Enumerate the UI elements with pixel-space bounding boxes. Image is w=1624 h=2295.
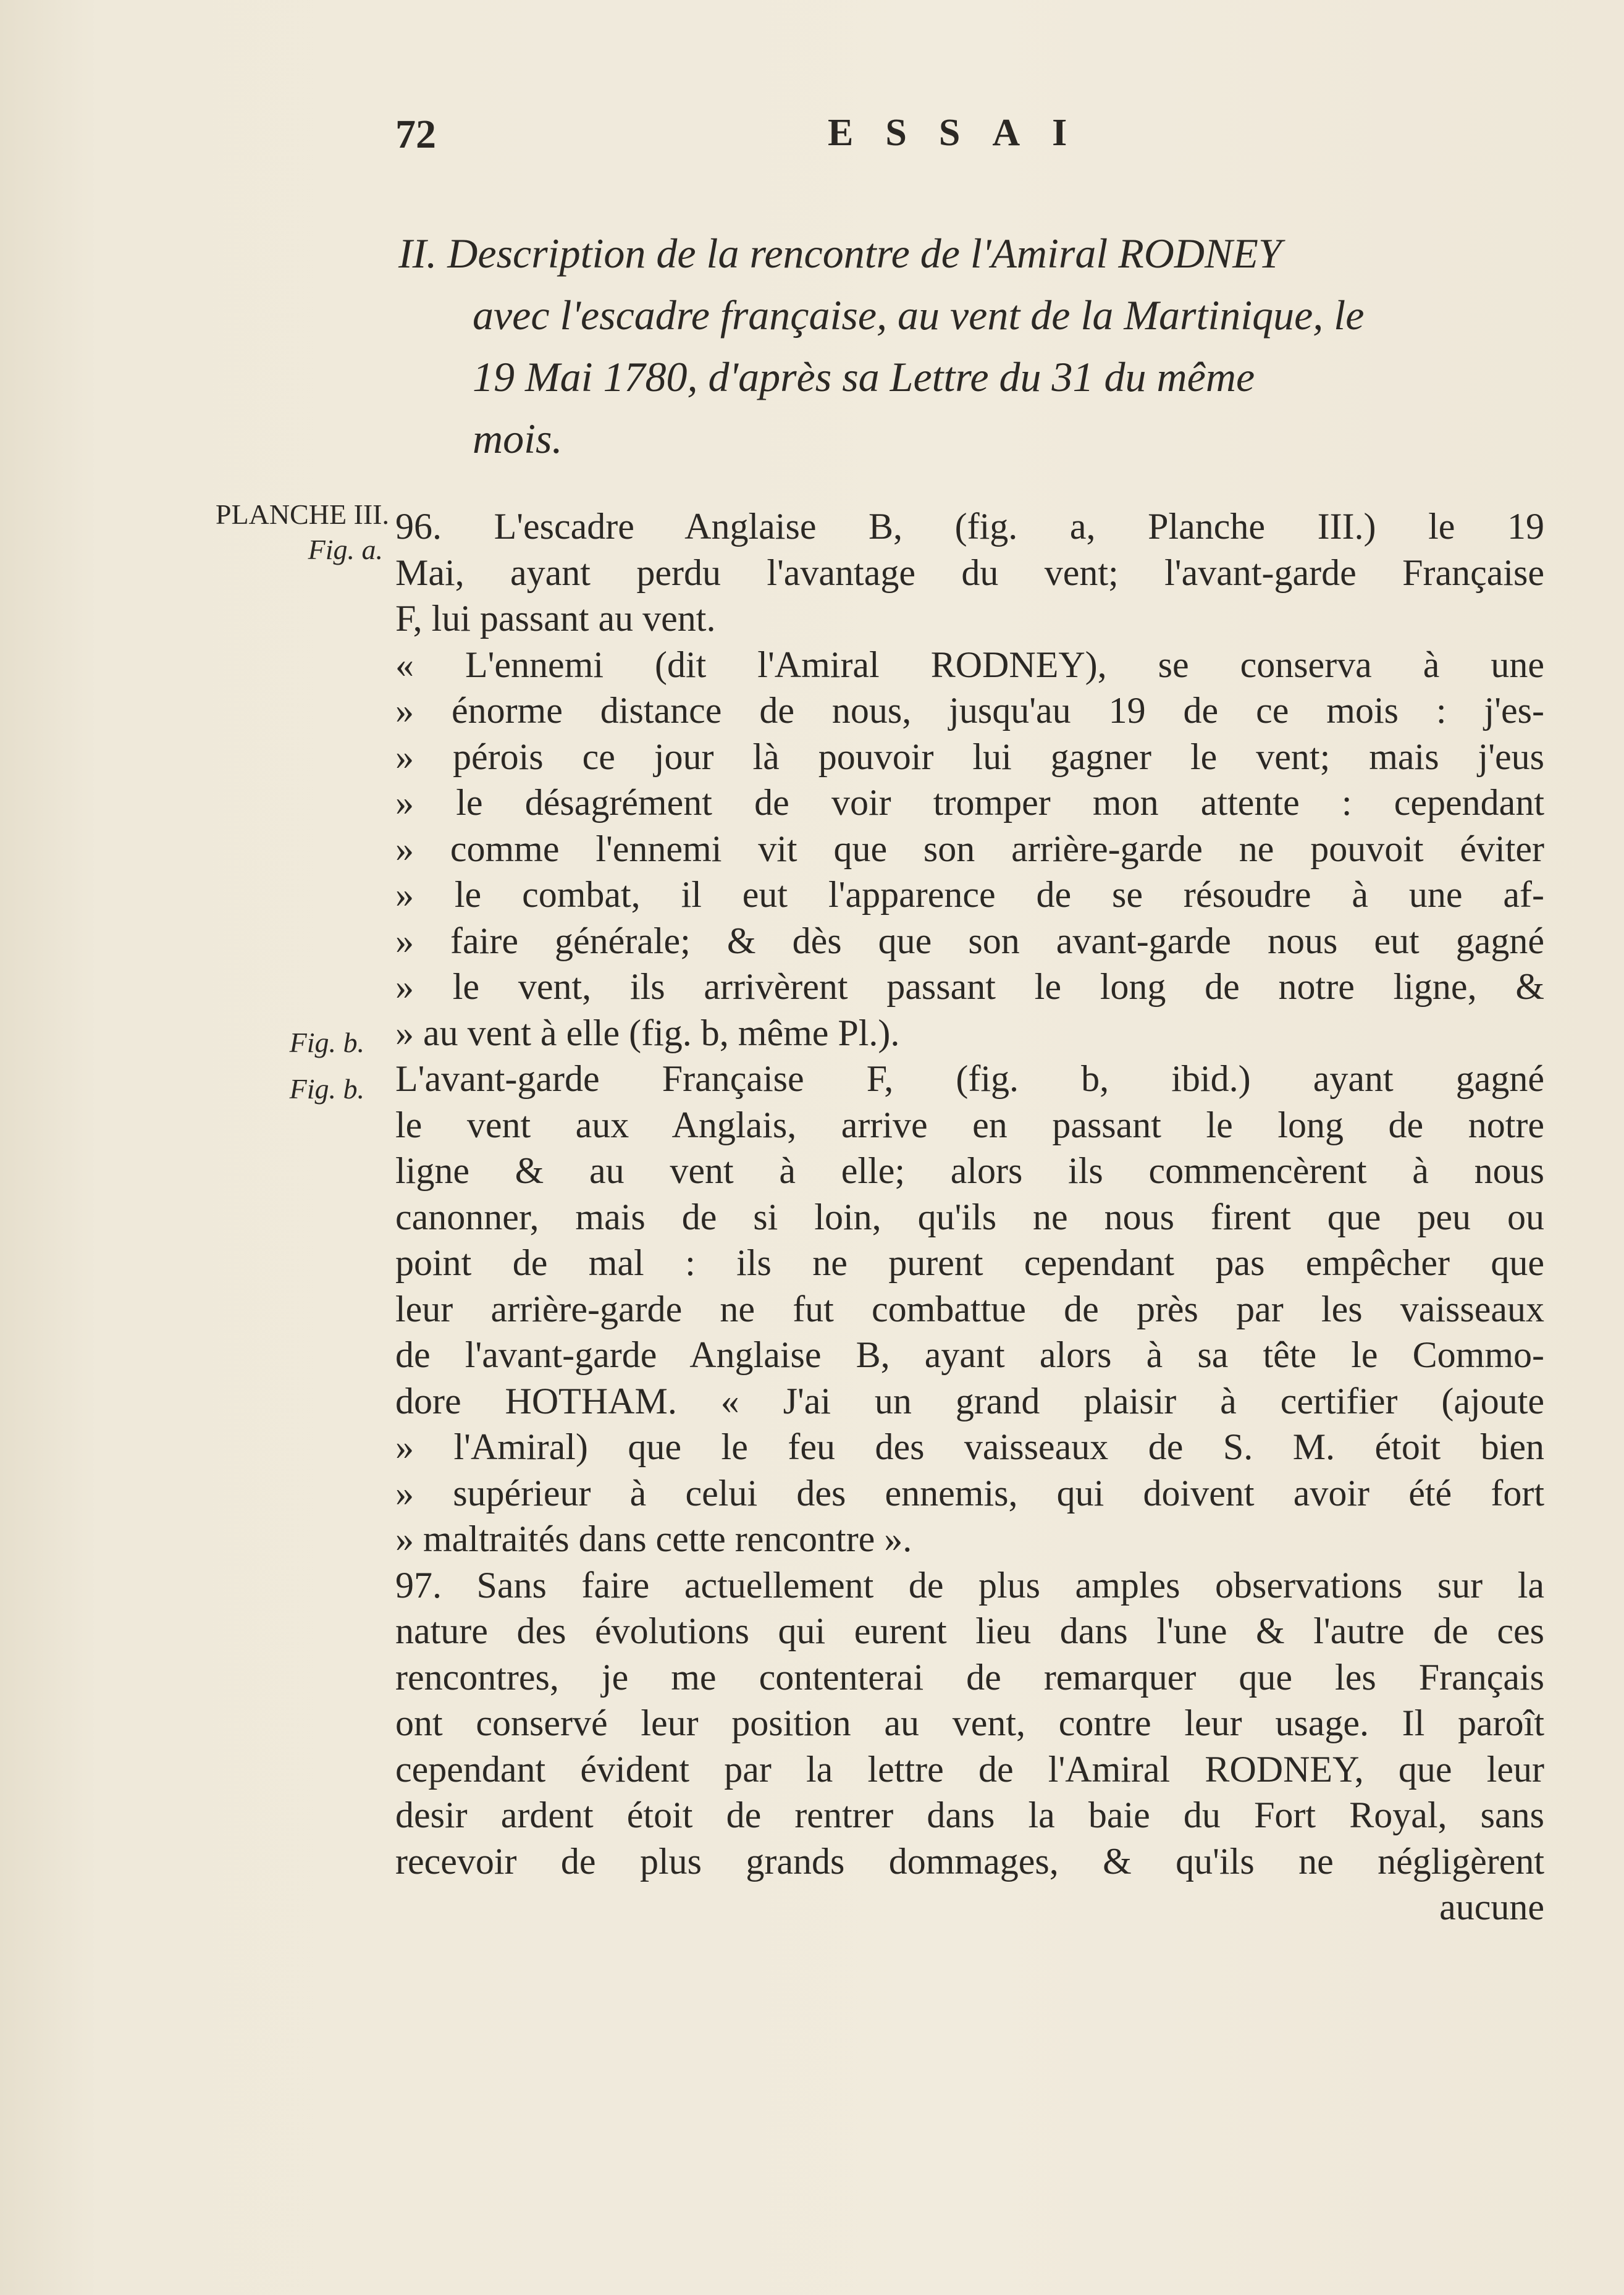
text-line: » l'Amiral) que le feu des vaisseaux de S. M. étoit bien bbox=[395, 1426, 1544, 1467]
running-head: ESSAI bbox=[828, 112, 1100, 154]
section-title bbox=[398, 222, 1554, 470]
text-line: desir ardent étoit de rentrer dans la baie du Fort Royal, sans bbox=[395, 1795, 1544, 1835]
text-line: » maltraités dans cette rencontre ». bbox=[395, 1518, 912, 1559]
text-line: nature des évolutions qui eurent lieu dans l'une & l'autre de ces bbox=[395, 1611, 1544, 1651]
text-line: de l'avant-garde Anglaise B, ayant alors à sa tête le Commo- bbox=[395, 1334, 1544, 1375]
text-line: point de mal : ils ne purent cependant pas empêcher que bbox=[395, 1242, 1544, 1283]
margin-note-fig-b: Fig. b. bbox=[289, 1027, 364, 1058]
text-line: Mai, ayant perdu l'avantage du vent; l'avant-garde Française bbox=[395, 552, 1544, 593]
text-line: F, lui passant au vent. bbox=[395, 598, 716, 639]
text-line: canonner, mais de si loin, qu'ils ne nous firent que peu ou bbox=[395, 1196, 1544, 1237]
text-line: » le désagrément de voir tromper mon attente : cependant bbox=[395, 782, 1544, 823]
margin-note-fig-b: Fig. b. bbox=[289, 1073, 364, 1105]
text-line: rencontres, je me contenterai de remarquer que les Français bbox=[395, 1656, 1544, 1698]
margin-note-planche: PLANCHE III. bbox=[215, 499, 389, 530]
text-line: » le combat, il eut l'apparence de se résoudre à une af- bbox=[395, 874, 1544, 915]
text-line: leur arrière-garde ne fut combattue de près par les vaisseaux bbox=[395, 1288, 1544, 1329]
text-line: » comme l'ennemi vit que son arrière-garde ne pouvoit éviter bbox=[395, 828, 1544, 869]
text-line: recevoir de plus grands dommages, & qu'ils ne négligèrent bbox=[395, 1840, 1544, 1882]
page-header bbox=[395, 111, 1569, 167]
catchword: aucune bbox=[1439, 1887, 1544, 1927]
text-line: ont conservé leur position au vent, contre leur usage. Il paroît bbox=[395, 1703, 1544, 1743]
body-text bbox=[395, 503, 1544, 1931]
text-line: cependant évident par la lettre de l'Amiral RODNEY, que leur bbox=[395, 1748, 1544, 1790]
page-number: 72 bbox=[395, 112, 436, 157]
text-line: L'avant-garde Française F, (fig. b, ibid.) ayant gagné bbox=[395, 1058, 1544, 1099]
section-title-line: 19 Mai 1780, d'après sa Lettre du 31 du même bbox=[473, 353, 1255, 400]
text-line: » énorme distance de nous, jusqu'au 19 de ce mois : j'es- bbox=[395, 690, 1544, 731]
text-line: » faire générale; & dès que son avant-garde nous eut gagné bbox=[395, 920, 1544, 961]
text-line: 97. Sans faire actuellement de plus amples observations sur la bbox=[395, 1564, 1544, 1606]
text-line: » au vent à elle (fig. b, même Pl.). bbox=[395, 1012, 900, 1053]
section-title-line: II. Description de la rencontre de l'Amiral RODNEY bbox=[398, 230, 1282, 277]
text-line: le vent aux Anglais, arrive en passant le long de notre bbox=[395, 1104, 1544, 1145]
text-line: 96. L'escadre Anglaise B, (fig. a, Planche III.) le 19 bbox=[395, 506, 1544, 547]
text-line: » le vent, ils arrivèrent passant le long de notre ligne, & bbox=[395, 966, 1544, 1007]
section-title-line: mois. bbox=[473, 415, 563, 462]
text-line: dore HOTHAM. « J'ai un grand plaisir à certifier (ajoute bbox=[395, 1380, 1544, 1421]
text-line: ligne & au vent à elle; alors ils commencèrent à nous bbox=[395, 1150, 1544, 1191]
margin-note-fig-a: Fig. a. bbox=[308, 534, 383, 565]
text-line: » pérois ce jour là pouvoir lui gagner le vent; mais j'eus bbox=[395, 736, 1544, 777]
text-line: » supérieur à celui des ennemis, qui doivent avoir été fort bbox=[395, 1472, 1544, 1514]
text-line: « L'ennemi (dit l'Amiral RODNEY), se conserva à une bbox=[395, 644, 1544, 685]
section-title-line: avec l'escadre française, au vent de la Martinique, le bbox=[473, 292, 1365, 339]
